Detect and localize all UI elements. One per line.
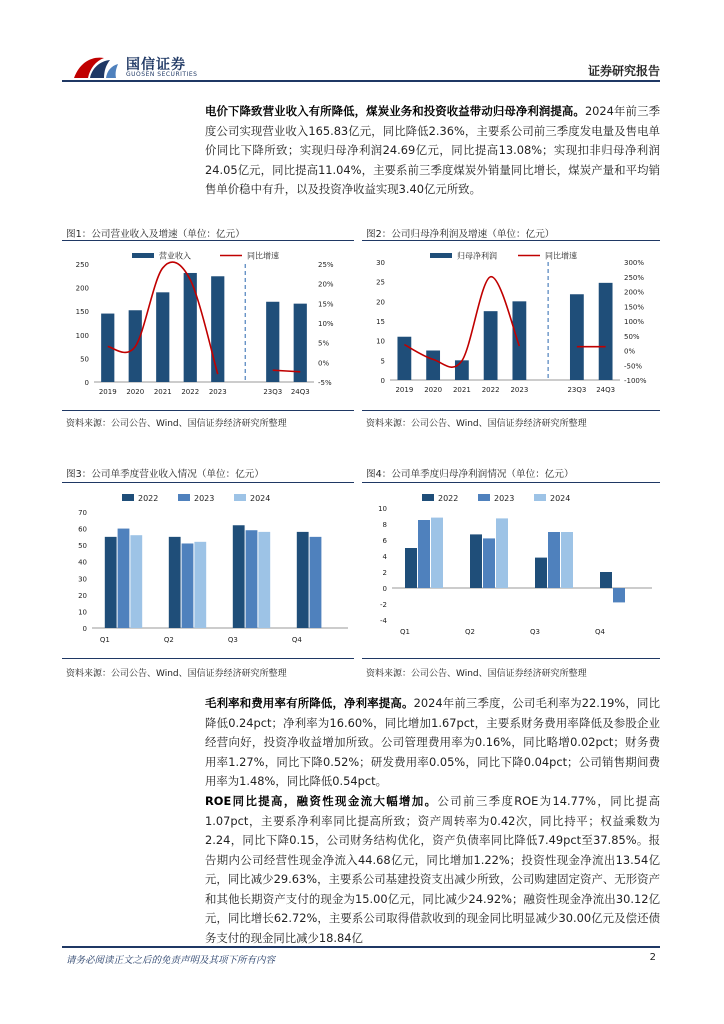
chart3-legend-swatch [122,494,134,501]
chart4-bar [548,532,560,588]
chart2-x-tick: 2022 [481,386,500,394]
chart1-title: 图1：公司营业收入及增速（单位：亿元） [66,229,245,240]
chart4-y-tick: -4 [380,617,387,625]
chart3-x-tick: Q3 [227,636,238,644]
chart4-legend-label: 2023 [494,494,515,503]
chart1-y-tick: 250 [75,261,89,269]
header-divider [62,80,660,82]
paragraph-roe [205,792,660,948]
chart2-x-tick: 2019 [395,386,414,394]
chart4-y-tick: 2 [382,569,387,577]
chart1-x-tick: 2019 [98,388,117,396]
chart4-bar [470,534,482,588]
chart2-bar [397,337,411,380]
chart4-y-tick: -2 [380,601,387,609]
chart4-bar [405,548,417,588]
chart2-title: 图2：公司归母净利润及增速（单位：亿元） [366,229,555,240]
chart3-bar [105,537,117,628]
chart3-bar [130,535,142,628]
chart3-x-tick: Q4 [291,636,302,644]
chart2-y2-tick: 0% [624,347,636,356]
chart2-bar [599,283,613,380]
chart4-quarterly-profit [362,486,660,656]
chart1-y2-tick: 25% [318,261,334,269]
chart3-top-rule [62,482,354,483]
chart4-legend-label: 2024 [550,494,571,503]
chart4-legend-swatch [422,494,434,501]
chart2-y-tick: 30 [376,259,385,267]
chart1-top-rule [62,240,354,241]
paragraph-margin-body: 2024年前三季度，公司毛利率为22.19%，同比降低0.24pct；净利率为16.60%，同比增加1.67pct，主要系财务费用率降低及参股企业经营向好，投资净收益增加所致。公司管理费用率为0.16%，同比略增0.02pct；财务费用率1.27%，同比下降0.52%；研发费用率0.05%，同比下降0.04pct；公司销售期间费用率为1.48%，同比降低0.54pct。 [205,696,660,788]
chart2-y-tick: 0 [380,377,385,385]
chart2-y2-tick: 250% [624,273,645,282]
chart2-legend-bar-label: 归母净利润 [457,251,497,261]
chart1-y2-tick: -5% [318,379,332,387]
report-type-label: 证券研究报告 [587,64,660,78]
chart4-legend-label: 2022 [438,494,459,503]
chart2-net-profit [362,242,660,406]
chart3-bar [246,530,258,628]
chart2-y-tick: 15 [376,318,385,326]
chart1-x-tick: 2023 [208,388,227,396]
chart3-bar [310,537,322,628]
chart3-bottom-rule [62,658,354,659]
chart3-legend-label: 2023 [194,494,215,503]
chart3-title: 图3：公司单季度营业收入情况（单位：亿元） [66,469,264,480]
chart2-x-tick: 2021 [452,386,471,394]
chart4-x-tick: Q2 [465,628,475,636]
chart1-y-tick: 50 [80,355,89,364]
chart2-legend-line-label: 同比增速 [545,251,577,261]
chart1-bar [211,276,224,382]
chart2-growth-line [404,277,519,367]
chart2-y2-tick: -100% [624,377,647,385]
logo-text-cn: 国信证券 [126,57,186,73]
chart2-y2-tick: 300% [624,259,645,267]
chart3-legend-swatch [178,494,190,501]
chart4-bar [600,572,612,588]
footer-divider [62,946,660,948]
chart2-legend-bar-swatch [430,253,452,258]
chart3-source: 资料来源：公司公告、Wind、国信证券经济研究所整理 [66,669,287,679]
chart1-y2-tick: 10% [318,320,334,328]
chart3-bar [194,542,206,628]
chart1-x-tick: 2021 [153,388,172,396]
chart1-y-tick: 100 [75,331,89,340]
chart3-legend-label: 2022 [138,494,159,503]
chart4-y-tick: 10 [378,505,387,513]
chart4-source: 资料来源：公司公告、Wind、国信证券经济研究所整理 [366,669,587,679]
chart1-bar [156,292,169,382]
logo-text-en: GUOSEN SECURITIES [126,71,198,78]
chart2-x-tick: 23Q3 [567,386,587,394]
chart1-y2-tick: 15% [318,300,334,309]
paragraph-revenue-body: 2024年前三季度公司实现营业收入165.83亿元，同比降低2.36%，主要系公司前三季度发电量及售电单价同比下降所致；实现归母净利润24.69亿元，同比提高13.08%；实现扣非归母净利润24.05亿元，同比提高11.04%，主要系前三季度煤炭外销量同比增长，煤炭产量和平均销售单价稳中有升，以及投资净收益实现3.40亿元所致。 [205,104,660,196]
footer-disclaimer: 请务必阅读正文之后的免责声明及其项下所有内容 [66,955,276,966]
chart2-y2-tick: -50% [624,362,643,371]
chart2-y2-tick: 100% [624,318,645,326]
chart4-bottom-rule [362,658,660,659]
chart2-y2-tick: 150% [624,303,645,312]
chart4-bar [431,518,443,588]
chart2-y2-tick: 200% [624,288,645,297]
paragraph-revenue [205,102,660,200]
chart3-x-tick: Q2 [163,636,174,644]
chart2-y-tick: 10 [376,337,385,346]
chart3-y-tick: 40 [78,558,87,567]
paragraph-margin-heading: 毛利率和费用率有所降低，净利率提高。 [205,696,414,710]
chart1-revenue [62,242,354,406]
chart3-y-tick: 60 [78,525,87,534]
chart2-x-tick: 2023 [510,386,529,394]
paragraph-revenue-heading: 电价下降致营业收入有所降低，煤炭业务和投资收益带动归母净利润提高。 [205,104,585,118]
chart1-bar [294,304,307,382]
chart3-bar [169,537,181,628]
chart4-legend-swatch [478,494,490,501]
chart3-bar [182,543,194,628]
chart2-x-tick: 2020 [424,386,443,394]
chart2-y-tick: 25 [376,278,385,287]
chart3-y-tick: 30 [78,575,87,584]
chart1-legend-line-label: 同比增速 [247,251,279,261]
chart3-bar [118,529,130,628]
chart4-y-tick: 8 [382,521,387,529]
chart4-bar [418,520,430,588]
chart2-x-tick: 24Q3 [596,386,616,394]
chart3-x-tick: Q1 [99,636,110,644]
paragraph-roe-body: 公司前三季度ROE为14.77%，同比提高1.07pct，主要系净利率同比提高所致；资产周转率为0.42次，同比持平；权益乘数为2.24，同比下降0.15，公司财务结构优化，资产负债率同比降低7.49pct至37.85%。报告期内公司经营性现金净流入44.68亿元，同比增加1.22%；投资性现金净流出13.54亿元，同比减少29.63%，主要系公司基建投资支出减少所致，公司购建固定资产、无形资产和其他长期资产支付的现金为15.00亿元，同比减少24.92%；融资性现金净流出30.12亿元，同比增长62.72%，主要系公司取得借款收到的现金同比明显减少30.00亿元及偿还债务支付的现金同比减少18.84亿 [205,794,660,945]
chart1-x-tick: 2022 [181,388,200,396]
page-number: 2 [649,952,656,963]
chart2-bar [512,301,526,380]
chart1-x-tick: 24Q3 [290,388,310,396]
paragraph-roe-heading: ROE同比提高，融资性现金流大幅增加。 [205,794,438,808]
chart2-bar [426,351,440,381]
chart4-bar [496,518,508,588]
chart3-y-tick: 20 [78,591,87,600]
chart1-y2-tick: 5% [318,339,330,348]
chart3-bar [258,532,270,628]
chart2-y-tick: 20 [376,298,385,307]
chart2-bar [455,360,469,380]
chart2-y-tick: 5 [380,357,385,366]
chart2-source: 资料来源：公司公告、Wind、国信证券经济研究所整理 [366,419,587,429]
chart1-y-tick: 200 [75,284,89,293]
chart3-bar [233,525,245,628]
chart3-y-tick: 70 [78,509,87,517]
chart4-bar [483,538,495,588]
chart3-legend-label: 2024 [250,494,271,503]
chart4-bar [613,588,625,602]
chart3-quarterly-revenue [62,486,354,656]
chart4-bar [535,558,547,588]
chart1-y-tick: 150 [75,308,89,317]
chart3-legend-swatch [234,494,246,501]
chart1-source: 资料来源：公司公告、Wind、国信证券经济研究所整理 [66,419,287,429]
chart4-y-tick: 4 [382,553,387,561]
chart2-bottom-rule [362,410,660,411]
chart4-x-tick: Q3 [530,628,540,636]
chart1-legend-bar-label: 营业收入 [159,251,191,261]
chart2-bar [570,294,584,380]
chart1-bottom-rule [62,410,354,411]
guosen-logo-icon [70,52,122,82]
chart4-legend-swatch [534,494,546,501]
chart3-bar [297,532,309,628]
chart1-y-tick: 0 [84,379,89,387]
chart1-x-tick: 23Q3 [263,388,283,396]
chart4-title: 图4：公司单季度归母净利润情况（单位：亿元） [366,469,574,480]
chart1-x-tick: 2020 [126,388,145,396]
chart2-top-rule [362,240,660,241]
chart1-legend-bar-swatch [132,253,154,258]
chart3-y-tick: 50 [78,542,87,551]
chart1-y2-tick: 20% [318,280,334,289]
chart2-y2-tick: 50% [624,332,640,341]
chart4-x-tick: Q1 [400,628,410,636]
chart4-top-rule [362,482,660,483]
chart4-y-tick: 0 [382,585,387,593]
chart2-bar [484,311,498,380]
chart4-y-tick: 6 [382,537,387,545]
chart4-bar [561,532,573,588]
chart1-y2-tick: 0% [318,359,330,368]
paragraph-margin [205,694,660,792]
chart3-y-tick: 10 [78,608,87,617]
chart3-y-tick: 0 [82,625,87,633]
chart4-x-tick: Q4 [595,628,605,636]
